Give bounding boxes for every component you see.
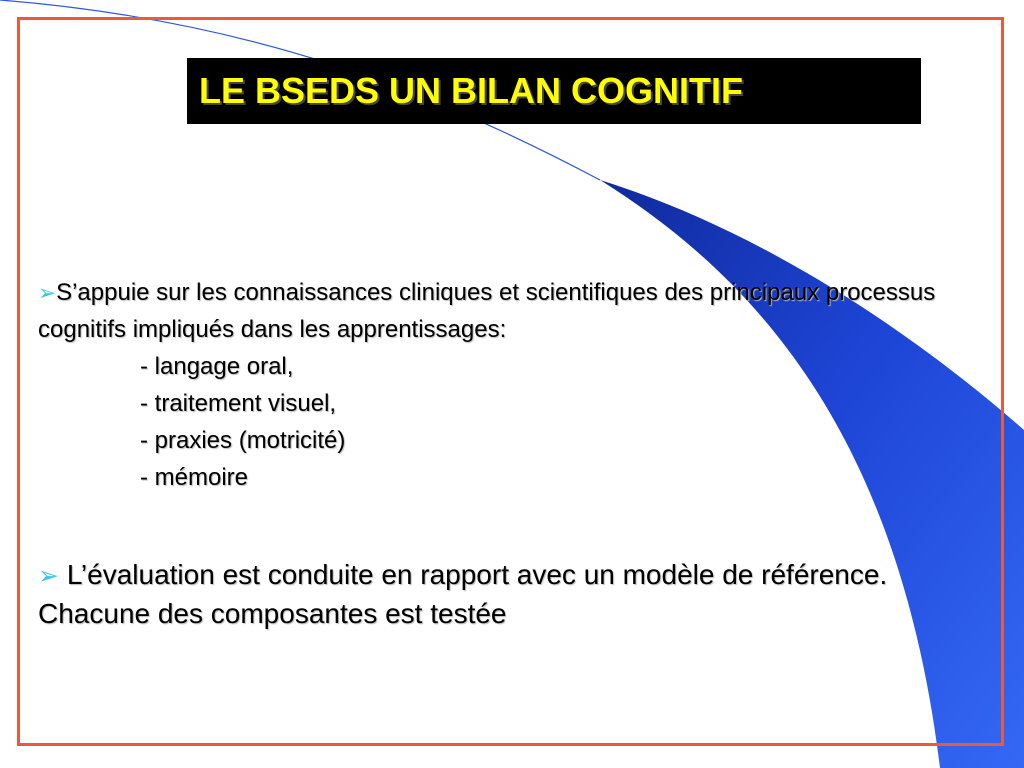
bullet-block-1 xyxy=(38,274,968,496)
bullet-2-text: L’évaluation est conduite en rapport avec un modèle de référence. Chacune des composantes est testée xyxy=(38,559,888,629)
bullet-block-2 xyxy=(38,556,938,633)
list-item: - traitement visuel, xyxy=(140,390,337,417)
list-item: - langage oral, xyxy=(140,353,294,380)
arrow-bullet-icon: ➢ xyxy=(38,562,60,590)
slide-title: LE BSEDS UN BILAN COGNITIF xyxy=(199,70,744,111)
arrow-bullet-icon: ➢ xyxy=(38,280,57,305)
title-box xyxy=(187,58,921,124)
list-item: - praxies (motricité) xyxy=(140,427,346,454)
list-item: - mémoire xyxy=(140,464,249,491)
bullet-1-text: S’appuie sur les connaissances cliniques et scientifiques des principaux processus cognitifs impliqués dans les apprentissages: xyxy=(38,279,936,343)
